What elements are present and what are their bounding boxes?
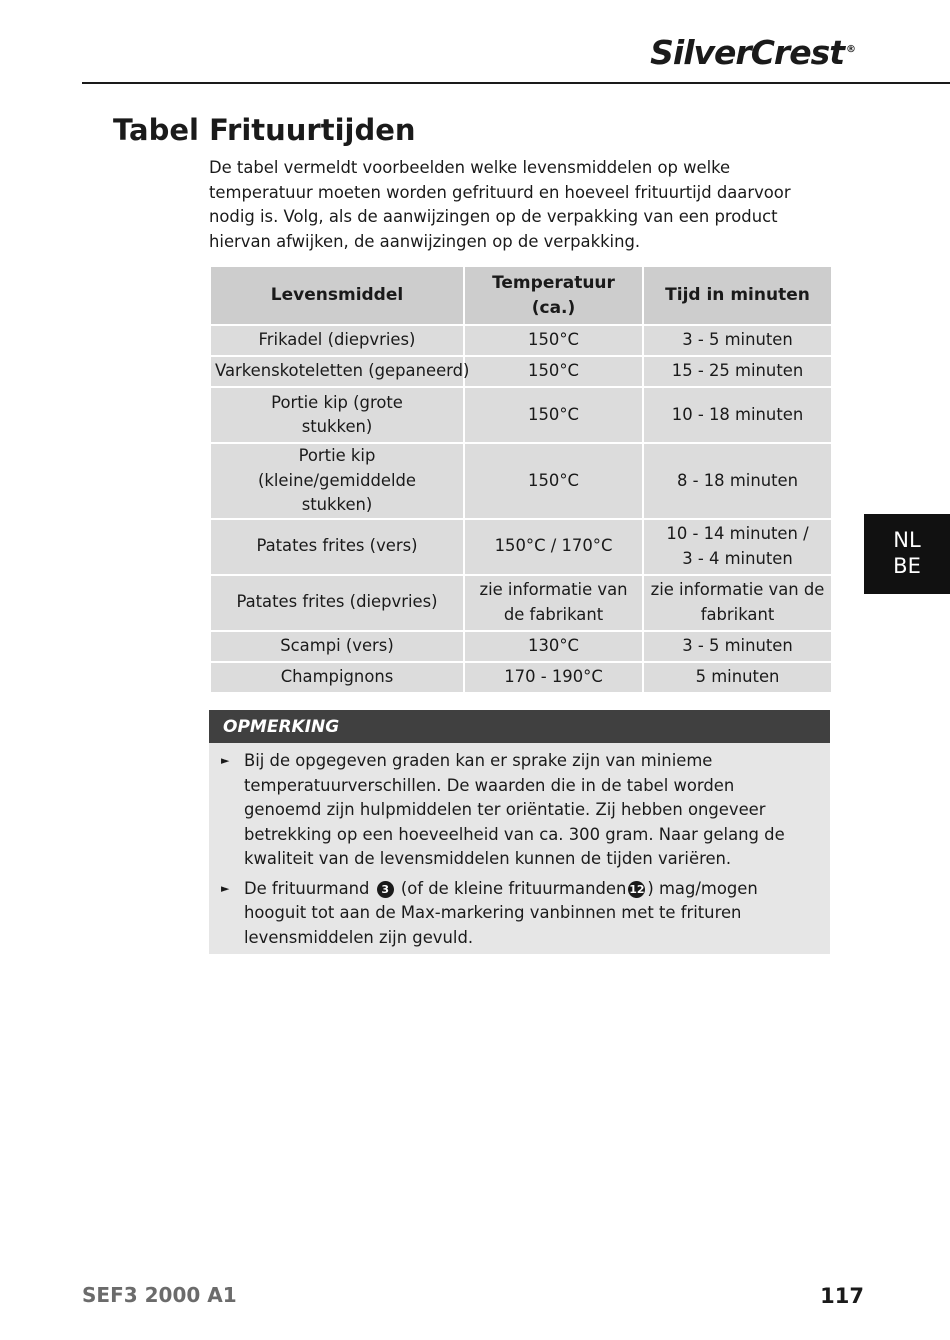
cell-temperature: 130°C — [464, 631, 643, 662]
table-row — [210, 325, 832, 356]
table-row — [210, 575, 832, 631]
list-item — [221, 877, 814, 951]
cell-time: 8 - 18 minuten — [643, 443, 832, 519]
cell-temperature: 150°C — [464, 325, 643, 356]
triangle-right-icon: ► — [221, 881, 230, 895]
note-list — [209, 743, 830, 950]
table-row — [210, 443, 832, 519]
cell-temperature: zie informatie van de fabrikant — [464, 575, 643, 631]
page-title: Tabel Frituurtijden — [113, 113, 416, 147]
table-row — [210, 631, 832, 662]
table-row — [210, 662, 832, 693]
table-header-row — [210, 266, 832, 325]
note-text-1: Bij de opgegeven graden kan er sprake zijn van minieme temperatuurverschillen. De waarden die in de tabel worden genoemd zijn hulpmiddelen ter oriëntatie. Zij hebben ongeveer betrekking op een hoeveelheid van ca. 300 gram. Naar gelang de kwaliteit van de levensmiddelen kunnen de tijden variëren. — [244, 751, 785, 868]
part-number-badge: 3 — [377, 881, 394, 898]
cell-food: Patates frites (diepvries) — [210, 575, 464, 631]
cell-food: Champignons — [210, 662, 464, 693]
note-heading: OPMERKING — [209, 710, 830, 743]
brand-logo — [650, 33, 855, 72]
cell-time: 5 minuten — [643, 662, 832, 693]
cell-food: Frikadel (diepvries) — [210, 325, 464, 356]
header-temperature: Temperatuur (ca.) — [464, 266, 643, 325]
note-text-2b: (of de kleine frituurmanden — [400, 878, 627, 898]
header-rule — [82, 82, 950, 84]
header-time: Tijd in minuten — [643, 266, 832, 325]
note-box — [209, 710, 830, 954]
cell-time: 15 - 25 minuten — [643, 356, 832, 387]
cell-food: Scampi (vers) — [210, 631, 464, 662]
language-tab — [864, 514, 950, 594]
cell-temperature: 150°C — [464, 443, 643, 519]
header-food: Levensmiddel — [210, 266, 464, 325]
cell-time: 3 - 5 minuten — [643, 631, 832, 662]
registered-mark: ® — [846, 44, 855, 55]
cell-time: 3 - 5 minuten — [643, 325, 832, 356]
language-code-be: BE — [893, 554, 921, 578]
page-number: 117 — [820, 1284, 864, 1308]
list-item — [221, 749, 814, 872]
table-row — [210, 356, 832, 387]
cell-temperature: 170 - 190°C — [464, 662, 643, 693]
triangle-right-icon: ► — [221, 754, 230, 767]
note-text-2a: De frituurmand — [244, 878, 370, 898]
part-number-badge: 12 — [629, 882, 645, 896]
cell-time: zie informatie van de fabrikant — [643, 575, 832, 631]
intro-paragraph: De tabel vermeldt voorbeelden welke levensmiddelen op welke temperatuur moeten worden gefrituurd en hoeveel frituurtijd daarvoor nodig is. Volg, als de aanwijzingen op de verpakking van een product hiervan afwijken, de aanwijzingen op de verpakking. — [209, 158, 791, 251]
cell-food: Portie kip (kleine/gemiddelde stukken) — [210, 443, 464, 519]
table-row — [210, 387, 832, 443]
cell-time: 10 - 18 minuten — [643, 387, 832, 443]
cell-food: Varkenskoteletten (gepaneerd) — [210, 356, 464, 387]
note-text-2c: ) mag/mogen hooguit tot aan de Max-markering vanbinnen met te frituren levensmiddelen zijn gevuld. — [244, 878, 758, 947]
frying-times-table — [209, 265, 833, 694]
cell-food: Patates frites (vers) — [210, 519, 464, 575]
cell-food: Portie kip (grote stukken) — [210, 387, 464, 443]
cell-temperature: 150°C — [464, 356, 643, 387]
table-row — [210, 519, 832, 575]
footer-model: SEF3 2000 A1 — [82, 1283, 237, 1307]
cell-temperature: 150°C / 170°C — [464, 519, 643, 575]
language-code-nl: NL — [893, 528, 921, 552]
cell-temperature: 150°C — [464, 387, 643, 443]
brand-name: SilverCrest — [650, 33, 844, 72]
cell-time: 10 - 14 minuten / 3 - 4 minuten — [643, 519, 832, 575]
